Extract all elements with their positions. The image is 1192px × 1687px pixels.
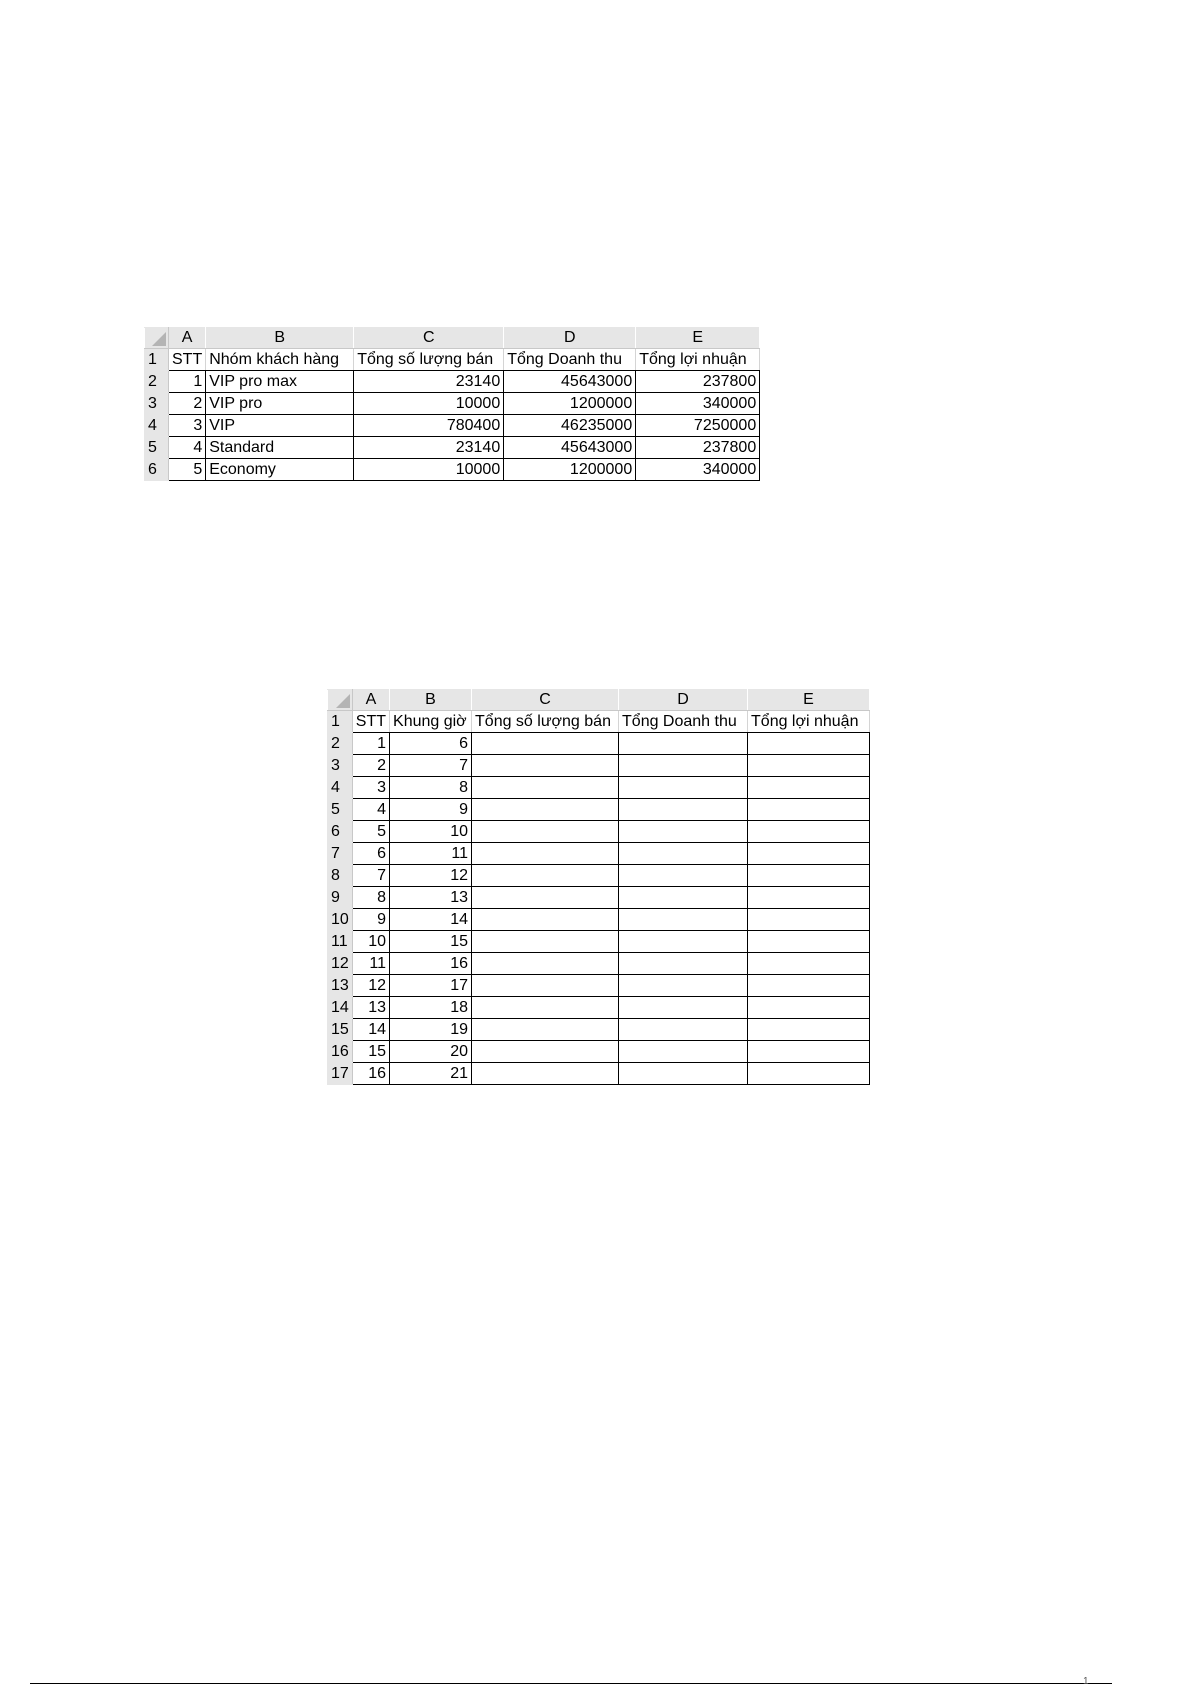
- column-letter-a[interactable]: A: [352, 690, 389, 711]
- column-letter-c[interactable]: C: [472, 690, 619, 711]
- cell-total-quantity[interactable]: [472, 865, 619, 887]
- cell-total-revenue[interactable]: 1200000: [504, 459, 636, 481]
- time-slot-sheet: [327, 689, 870, 1085]
- table-row: [328, 909, 870, 931]
- row-number[interactable]: 2: [328, 733, 353, 755]
- cell-time-slot[interactable]: 9: [390, 799, 472, 821]
- cell-total-quantity[interactable]: [472, 843, 619, 865]
- row-number[interactable]: 4: [328, 777, 353, 799]
- table-row: [145, 393, 760, 415]
- header-cell-total-quantity[interactable]: Tổng số lượng bán: [354, 349, 504, 371]
- cell-total-profit[interactable]: [748, 733, 870, 755]
- select-all-corner[interactable]: [145, 328, 169, 349]
- cell-total-revenue[interactable]: 1200000: [504, 393, 636, 415]
- cell-customer-group[interactable]: Economy: [206, 459, 354, 481]
- cell-time-slot[interactable]: 20: [390, 1041, 472, 1063]
- table-row: [328, 1063, 870, 1085]
- cell-stt[interactable]: 13: [352, 997, 389, 1019]
- row-number[interactable]: 11: [328, 931, 353, 953]
- row-number[interactable]: 10: [328, 909, 353, 931]
- cell-time-slot[interactable]: 13: [390, 887, 472, 909]
- table-row: [328, 953, 870, 975]
- row-number[interactable]: 7: [328, 843, 353, 865]
- cell-total-revenue[interactable]: 45643000: [504, 371, 636, 393]
- cell-stt[interactable]: 4: [352, 799, 389, 821]
- cell-time-slot[interactable]: 16: [390, 953, 472, 975]
- cell-total-revenue[interactable]: [619, 1063, 748, 1085]
- cell-total-profit[interactable]: [748, 997, 870, 1019]
- row-number[interactable]: 12: [328, 953, 353, 975]
- column-letter-c[interactable]: C: [354, 328, 504, 349]
- header-cell-time-slot[interactable]: Khung giờ: [390, 711, 472, 733]
- table-row: [145, 459, 760, 481]
- cell-total-revenue[interactable]: [619, 953, 748, 975]
- cell-stt[interactable]: 9: [352, 909, 389, 931]
- table-row: [328, 975, 870, 997]
- cell-stt[interactable]: 2: [169, 393, 206, 415]
- row-number[interactable]: 6: [145, 459, 169, 481]
- table-row: [145, 437, 760, 459]
- cell-stt[interactable]: 1: [169, 371, 206, 393]
- cell-stt[interactable]: 11: [352, 953, 389, 975]
- cell-time-slot[interactable]: 8: [390, 777, 472, 799]
- cell-total-quantity[interactable]: [472, 1041, 619, 1063]
- cell-customer-group[interactable]: VIP pro max: [206, 371, 354, 393]
- row-number[interactable]: 5: [145, 437, 169, 459]
- cell-total-profit[interactable]: [748, 755, 870, 777]
- cell-total-quantity[interactable]: [472, 799, 619, 821]
- cell-total-revenue[interactable]: 46235000: [504, 415, 636, 437]
- cell-total-profit[interactable]: 237800: [636, 437, 760, 459]
- cell-total-quantity[interactable]: 10000: [354, 393, 504, 415]
- cell-total-profit[interactable]: [748, 1041, 870, 1063]
- cell-total-revenue[interactable]: [619, 733, 748, 755]
- cell-time-slot[interactable]: 12: [390, 865, 472, 887]
- cell-total-profit[interactable]: [748, 821, 870, 843]
- cell-total-quantity[interactable]: [472, 997, 619, 1019]
- cell-total-revenue[interactable]: [619, 1019, 748, 1041]
- cell-total-revenue[interactable]: [619, 975, 748, 997]
- cell-total-profit[interactable]: [748, 1019, 870, 1041]
- cell-total-revenue[interactable]: [619, 799, 748, 821]
- header-cell-total-revenue[interactable]: Tổng Doanh thu: [504, 349, 636, 371]
- cell-customer-group[interactable]: Standard: [206, 437, 354, 459]
- column-letter-d[interactable]: D: [504, 328, 636, 349]
- column-letter-a[interactable]: A: [169, 328, 206, 349]
- column-letter-row: [328, 690, 870, 711]
- cell-total-quantity[interactable]: [472, 777, 619, 799]
- cell-stt[interactable]: 8: [352, 887, 389, 909]
- cell-total-profit[interactable]: [748, 975, 870, 997]
- cell-total-revenue[interactable]: [619, 887, 748, 909]
- cell-total-profit[interactable]: [748, 909, 870, 931]
- select-all-corner[interactable]: [328, 690, 353, 711]
- cell-stt[interactable]: 1: [352, 733, 389, 755]
- cell-total-revenue[interactable]: [619, 1041, 748, 1063]
- cell-time-slot[interactable]: 10: [390, 821, 472, 843]
- header-cell-total-quantity[interactable]: Tổng số lượng bán: [472, 711, 619, 733]
- cell-total-revenue[interactable]: [619, 777, 748, 799]
- cell-stt[interactable]: 7: [352, 865, 389, 887]
- row-number[interactable]: 13: [328, 975, 353, 997]
- cell-total-profit[interactable]: 340000: [636, 459, 760, 481]
- cell-time-slot[interactable]: 19: [390, 1019, 472, 1041]
- cell-customer-group[interactable]: VIP pro: [206, 393, 354, 415]
- select-all-triangle-icon: [152, 332, 166, 346]
- cell-total-profit[interactable]: [748, 865, 870, 887]
- cell-total-profit[interactable]: [748, 1063, 870, 1085]
- table-row: [328, 1019, 870, 1041]
- row-number[interactable]: 8: [328, 865, 353, 887]
- cell-total-quantity[interactable]: [472, 887, 619, 909]
- cell-stt[interactable]: 3: [169, 415, 206, 437]
- table-row: [145, 415, 760, 437]
- cell-total-quantity[interactable]: [472, 733, 619, 755]
- cell-total-quantity[interactable]: [472, 821, 619, 843]
- row-number[interactable]: 6: [328, 821, 353, 843]
- column-letter-d[interactable]: D: [619, 690, 748, 711]
- table-row: [328, 755, 870, 777]
- column-letter-e[interactable]: E: [636, 328, 760, 349]
- header-cell-customer-group[interactable]: Nhóm khách hàng: [206, 349, 354, 371]
- row-number[interactable]: 14: [328, 997, 353, 1019]
- cell-time-slot[interactable]: 17: [390, 975, 472, 997]
- cell-total-revenue[interactable]: [619, 865, 748, 887]
- cell-stt[interactable]: 3: [352, 777, 389, 799]
- row-number[interactable]: 9: [328, 887, 353, 909]
- cell-total-revenue[interactable]: [619, 821, 748, 843]
- cell-time-slot[interactable]: 18: [390, 997, 472, 1019]
- cell-stt[interactable]: 2: [352, 755, 389, 777]
- cell-total-quantity[interactable]: [472, 1063, 619, 1085]
- customer-group-sheet: [144, 327, 760, 481]
- header-cell-stt[interactable]: STT: [169, 349, 206, 371]
- column-letter-b[interactable]: B: [390, 690, 472, 711]
- cell-time-slot[interactable]: 21: [390, 1063, 472, 1085]
- row-number[interactable]: 16: [328, 1041, 353, 1063]
- row-number[interactable]: 17: [328, 1063, 353, 1085]
- cell-total-quantity[interactable]: 23140: [354, 371, 504, 393]
- row-number[interactable]: 1: [145, 349, 169, 371]
- column-letter-row: [145, 328, 760, 349]
- cell-stt[interactable]: 6: [352, 843, 389, 865]
- cell-total-revenue[interactable]: [619, 909, 748, 931]
- cell-total-profit[interactable]: [748, 931, 870, 953]
- cell-total-profit[interactable]: [748, 777, 870, 799]
- row-number[interactable]: 2: [145, 371, 169, 393]
- cell-total-quantity[interactable]: 10000: [354, 459, 504, 481]
- table-row: [328, 931, 870, 953]
- header-cell-stt[interactable]: STT: [352, 711, 389, 733]
- cell-customer-group[interactable]: VIP: [206, 415, 354, 437]
- cell-total-profit[interactable]: 340000: [636, 393, 760, 415]
- table-row: [328, 799, 870, 821]
- cell-total-revenue[interactable]: [619, 931, 748, 953]
- cell-total-revenue[interactable]: [619, 997, 748, 1019]
- cell-total-revenue[interactable]: 45643000: [504, 437, 636, 459]
- cell-stt[interactable]: 4: [169, 437, 206, 459]
- column-letter-b[interactable]: B: [206, 328, 354, 349]
- table-row: [328, 821, 870, 843]
- cell-total-profit[interactable]: 7250000: [636, 415, 760, 437]
- cell-total-quantity[interactable]: [472, 1019, 619, 1041]
- cell-stt[interactable]: 5: [169, 459, 206, 481]
- cell-total-profit[interactable]: [748, 887, 870, 909]
- cell-total-profit[interactable]: [748, 953, 870, 975]
- row-number[interactable]: 15: [328, 1019, 353, 1041]
- table-row: [145, 371, 760, 393]
- cell-time-slot[interactable]: 14: [390, 909, 472, 931]
- cell-time-slot[interactable]: 7: [390, 755, 472, 777]
- header-cell-total-profit[interactable]: Tổng lợi nhuận: [636, 349, 760, 371]
- cell-stt[interactable]: 5: [352, 821, 389, 843]
- cell-total-profit[interactable]: 237800: [636, 371, 760, 393]
- cell-total-quantity[interactable]: [472, 909, 619, 931]
- page-number: 1: [1083, 1676, 1089, 1687]
- row-number[interactable]: 4: [145, 415, 169, 437]
- select-all-triangle-icon: [336, 694, 350, 708]
- cell-total-revenue[interactable]: [619, 843, 748, 865]
- cell-time-slot[interactable]: 6: [390, 733, 472, 755]
- cell-stt[interactable]: 14: [352, 1019, 389, 1041]
- cell-total-revenue[interactable]: [619, 755, 748, 777]
- row-number[interactable]: 1: [328, 711, 353, 733]
- cell-stt[interactable]: 12: [352, 975, 389, 997]
- cell-time-slot[interactable]: 11: [390, 843, 472, 865]
- header-row: [145, 349, 760, 371]
- table-row: [328, 997, 870, 1019]
- header-cell-total-revenue[interactable]: Tổng Doanh thu: [619, 711, 748, 733]
- cell-stt[interactable]: 10: [352, 931, 389, 953]
- cell-total-quantity[interactable]: [472, 953, 619, 975]
- cell-total-quantity[interactable]: [472, 975, 619, 997]
- row-number[interactable]: 5: [328, 799, 353, 821]
- table-row: [328, 843, 870, 865]
- table-row: [328, 887, 870, 909]
- cell-stt[interactable]: 16: [352, 1063, 389, 1085]
- table-row: [328, 777, 870, 799]
- row-number[interactable]: 3: [145, 393, 169, 415]
- cell-total-quantity[interactable]: [472, 931, 619, 953]
- table-row: [328, 865, 870, 887]
- cell-total-quantity[interactable]: [472, 755, 619, 777]
- column-letter-e[interactable]: E: [748, 690, 870, 711]
- table-row: [328, 1041, 870, 1063]
- header-cell-total-profit[interactable]: Tổng lợi nhuận: [748, 711, 870, 733]
- page-footer-rule: [30, 1683, 1112, 1684]
- table-row: [328, 733, 870, 755]
- header-row: [328, 711, 870, 733]
- cell-total-quantity[interactable]: 780400: [354, 415, 504, 437]
- cell-stt[interactable]: 15: [352, 1041, 389, 1063]
- cell-total-quantity[interactable]: 23140: [354, 437, 504, 459]
- cell-time-slot[interactable]: 15: [390, 931, 472, 953]
- row-number[interactable]: 3: [328, 755, 353, 777]
- cell-total-profit[interactable]: [748, 799, 870, 821]
- cell-total-profit[interactable]: [748, 843, 870, 865]
